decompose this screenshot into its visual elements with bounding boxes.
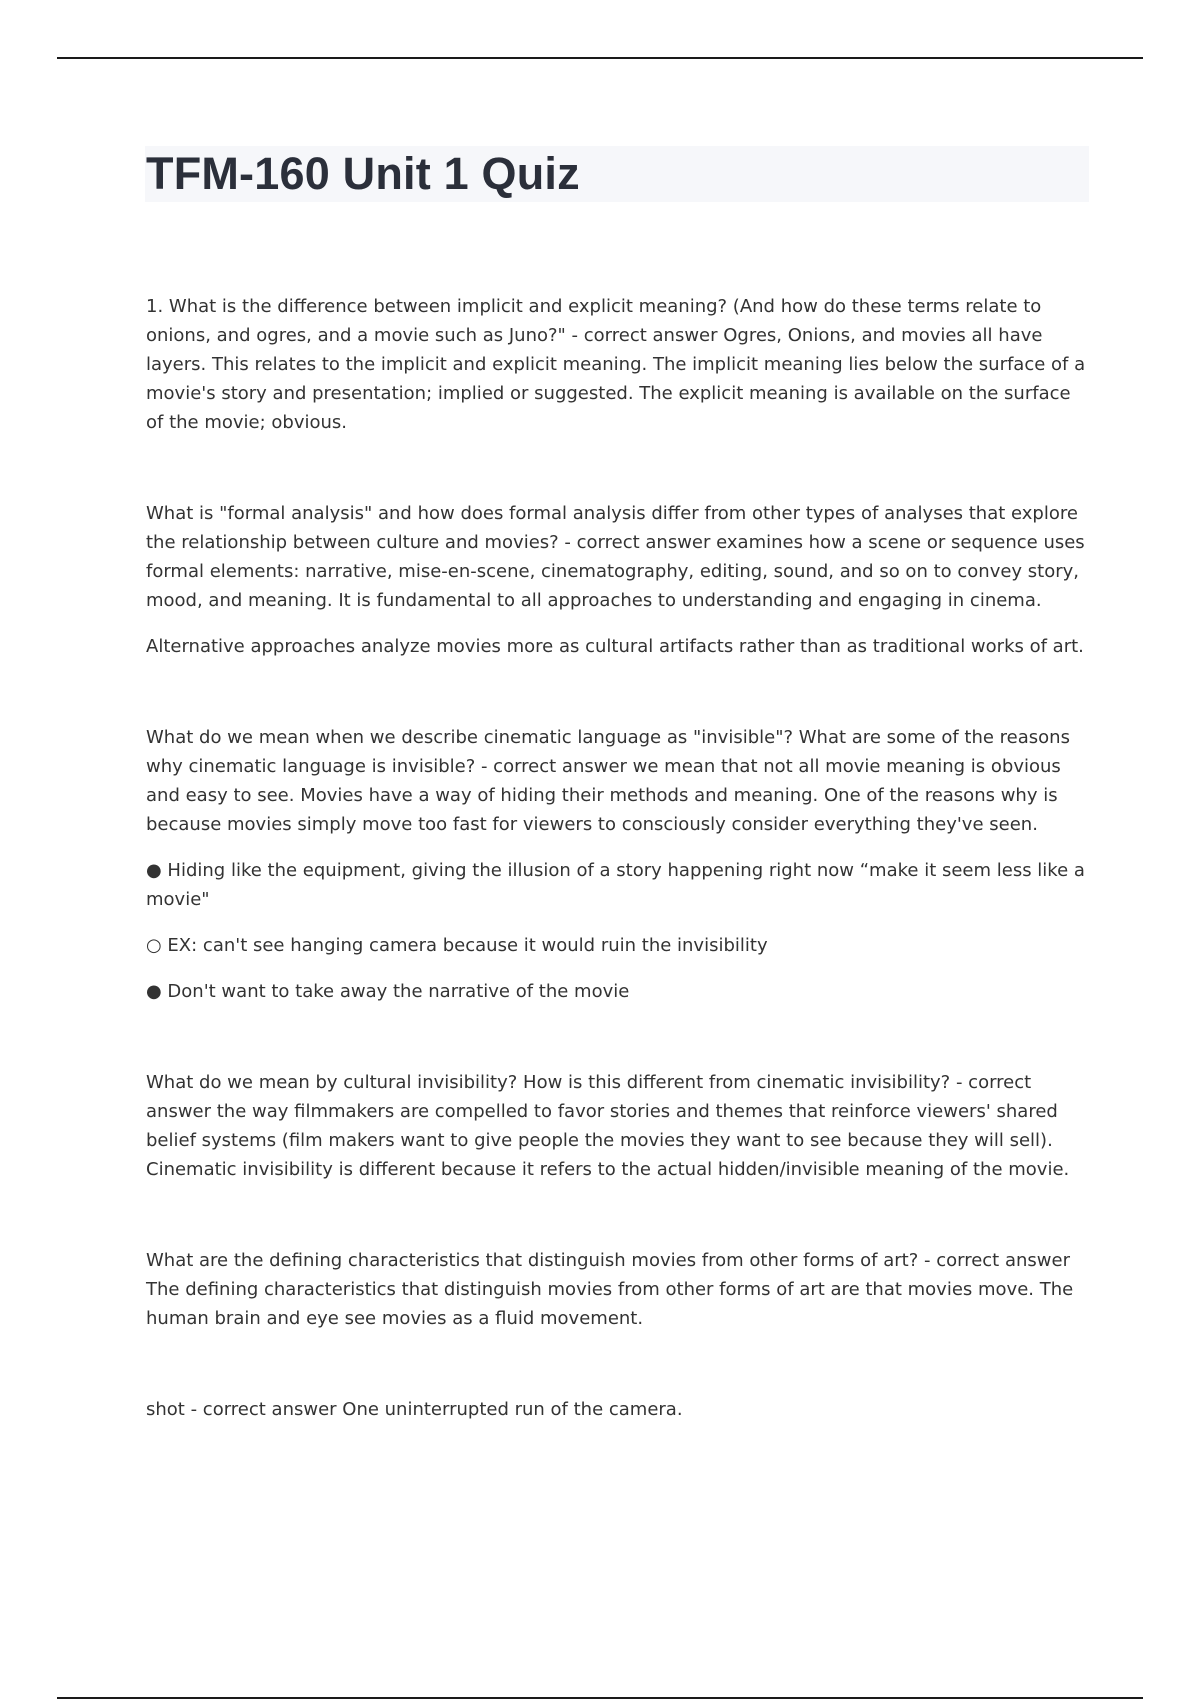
sub-bullet-item: ○ EX: can't see hanging camera because it would ruin the invisibility	[146, 935, 768, 956]
flashcard-6	[146, 1395, 1092, 1424]
flashcard-1	[146, 292, 1092, 437]
flashcard-text: shot - correct answer One uninterrupted run of the camera.	[146, 1399, 683, 1420]
flashcard-4	[146, 1068, 1092, 1184]
flashcard-2	[146, 499, 1092, 661]
quiz-content	[146, 292, 1092, 1424]
bottom-divider	[57, 1697, 1143, 1699]
flashcard-text: What do we mean by cultural invisibility? How is this different from cinematic invisibility? - correct answer the way filmmakers are compelled to favor stories and themes that reinforce viewers' shared belief systems (film makers want to give people the movies they want to see because they will sell). Cinematic invisibility is different because it refers to the actual hidden/invisible meaning of the movie.	[146, 1072, 1070, 1180]
flashcard-text: Alternative approaches analyze movies more as cultural artifacts rather than as traditional works of art.	[146, 636, 1084, 657]
flashcard-text: What is "formal analysis" and how does formal analysis differ from other types of analyses that explore the relationship between culture and movies? - correct answer examines how a scene or sequence uses formal elements: narrative, mise-en-scene, cinematography, editing, sound, and so on to convey story, mood, and meaning. It is fundamental to all approaches to understanding and engaging in cinema.	[146, 503, 1085, 611]
page-title: TFM-160 Unit 1 Quiz	[146, 148, 580, 199]
flashcard-5	[146, 1246, 1092, 1333]
flashcard-text: 1. What is the difference between implicit and explicit meaning? (And how do these terms relate to onions, and ogres, and a movie such as Juno?" - correct answer Ogres, Onions, and movies all have layers. This relates to the implicit and explicit meaning. The implicit meaning lies below the surface of a movie's story and presentation; implied or suggested. The explicit meaning is available on the surface of the movie; obvious.	[146, 296, 1086, 433]
flashcard-text: What do we mean when we describe cinematic language as "invisible"? What are some of the reasons why cinematic language is invisible? - correct answer we mean that not all movie meaning is obvious and easy to see. Movies have a way of hiding their methods and meaning. One of the reasons why is because movies simply move too fast for viewers to consciously consider everything they've seen.	[146, 727, 1070, 835]
top-divider	[57, 57, 1143, 59]
flashcard-3	[146, 723, 1092, 1006]
bullet-item: ● Hiding like the equipment, giving the illusion of a story happening right now “make it seem less like a movie"	[146, 860, 1085, 910]
bullet-item: ● Don't want to take away the narrative of the movie	[146, 981, 630, 1002]
flashcard-text: What are the defining characteristics that distinguish movies from other forms of art? - correct answer The defining characteristics that distinguish movies from other forms of art are that movies move. The human brain and eye see movies as a fluid movement.	[146, 1250, 1074, 1329]
